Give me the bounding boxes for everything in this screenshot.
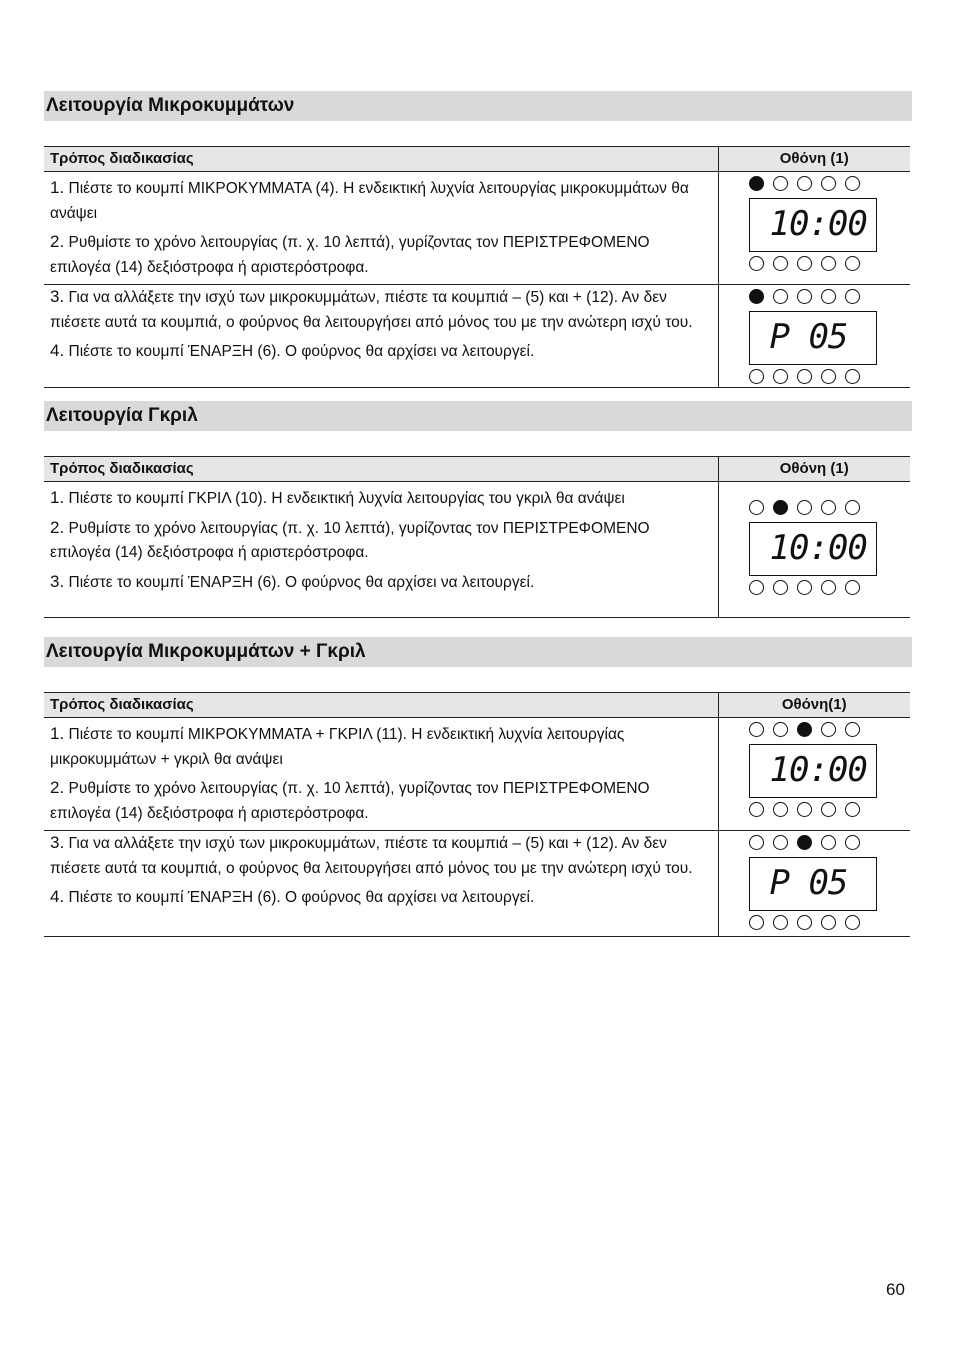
indicator-off-icon <box>749 369 764 384</box>
lcd-display: P 05 <box>749 857 877 911</box>
section-title: Λειτουργία Μικροκυμμάτων + Γκριλ <box>44 637 912 667</box>
section-grill <box>44 401 912 431</box>
table-row <box>44 285 910 388</box>
indicator-off-icon <box>845 802 860 817</box>
step: 2. Ρυθμίστε το χρόνο λειτουργίας (π. χ. 10 λεπτά), γυρίζοντας τον ΠΕΡΙΣΤΡΕΦΟΜΕΝΟ επιλογέα (14) δεξιόστροφα ή αριστερόστροφα. <box>50 517 650 561</box>
indicator-off-icon <box>797 500 812 515</box>
table-row <box>44 172 910 285</box>
indicator-off-icon <box>845 176 860 191</box>
bottom-indicators <box>749 802 917 820</box>
indicator-off-icon <box>749 722 764 737</box>
page-number: 60 <box>886 1280 905 1299</box>
indicator-off-icon <box>773 915 788 930</box>
indicator-off-icon <box>821 256 836 271</box>
indicator-off-icon <box>773 176 788 191</box>
indicator-off-icon <box>797 580 812 595</box>
indicator-off-icon <box>821 915 836 930</box>
section-microwave <box>44 91 912 121</box>
indicator-off-icon <box>749 835 764 850</box>
step: 2. Ρυθμίστε το χρόνο λειτουργίας (π. χ. 10 λεπτά), γυρίζοντας τον ΠΕΡΙΣΤΡΕΦΟΜΕΝΟ επιλογέα (14) δεξιόστροφα ή αριστερόστροφα. <box>50 778 650 822</box>
indicator-off-icon <box>821 369 836 384</box>
table-row <box>44 718 910 831</box>
lcd-display: 10:00 <box>749 522 877 576</box>
step: 3. Για να αλλάξετε την ισχύ των μικροκυμμάτων, πιέστε τα κουμπιά – (5) και + (12). Αν δεν πιέσετε αυτά τα κουμπιά, ο φούρνος θα λειτουργήσει από μόνος του με την ανώτερη ισχύ του. <box>50 287 693 331</box>
indicator-off-icon <box>845 915 860 930</box>
bottom-indicators <box>749 915 917 933</box>
lcd-display: 10:00 <box>749 198 877 252</box>
indicator-off-icon <box>773 722 788 737</box>
step: 1. Πιέστε το κουμπί ΓΚΡΙΛ (10). Η ενδεικτική λυχνία λειτουργίας του γκριλ θα ανάψει <box>50 488 625 507</box>
section-title: Λειτουργία Μικροκυμμάτων <box>44 91 912 121</box>
step: 4. Πιέστε το κουμπί ΈΝΑΡΞΗ (6). Ο φούρνος θα αρχίσει να λειτουργεί. <box>50 887 535 906</box>
indicator-off-icon <box>749 580 764 595</box>
indicator-off-icon <box>821 289 836 304</box>
table-row <box>44 482 910 618</box>
procedure-table-grill <box>44 456 910 618</box>
indicator-off-icon <box>845 256 860 271</box>
top-indicators <box>749 176 917 194</box>
top-indicators <box>749 289 917 307</box>
col-procedure-header: Τρόπος διαδικασίας <box>44 147 718 172</box>
step: 2. Ρυθμίστε το χρόνο λειτουργίας (π. χ. 10 λεπτά), γυρίζοντας τον ΠΕΡΙΣΤΡΕΦΟΜΕΝΟ επιλογέα (14) δεξιόστροφα ή αριστερόστροφα. <box>50 232 650 276</box>
indicator-off-icon <box>845 722 860 737</box>
col-procedure-header: Τρόπος διαδικασίας <box>44 693 718 718</box>
lcd-display: P 05 <box>749 311 877 365</box>
indicator-off-icon <box>773 369 788 384</box>
step: 1. Πιέστε το κουμπί ΜΙΚΡΟΚΥΜΜΑΤΑ + ΓΚΡΙΛ (11). Η ενδεικτική λυχνία λειτουργίας μικροκυμμάτων + γκριλ θα ανάψει <box>50 724 625 768</box>
indicator-off-icon <box>821 802 836 817</box>
display-panel <box>719 289 917 387</box>
display-panel <box>719 835 917 933</box>
display-panel <box>719 500 917 598</box>
bottom-indicators <box>749 580 917 598</box>
lcd-display: 10:00 <box>749 744 877 798</box>
indicator-off-icon <box>797 802 812 817</box>
indicator-off-icon <box>821 722 836 737</box>
section-microwave-grill <box>44 637 912 667</box>
indicator-off-icon <box>797 176 812 191</box>
indicator-off-icon <box>845 289 860 304</box>
step: 3. Πιέστε το κουμπί ΈΝΑΡΞΗ (6). Ο φούρνος θα αρχίσει να λειτουργεί. <box>50 571 535 591</box>
bottom-indicators <box>749 256 917 274</box>
indicator-off-icon <box>749 915 764 930</box>
indicator-off-icon <box>845 500 860 515</box>
indicator-off-icon <box>821 500 836 515</box>
procedure-table-microwave-grill <box>44 692 910 937</box>
table-row <box>44 831 910 937</box>
indicator-lit-icon <box>749 289 764 304</box>
indicator-off-icon <box>797 289 812 304</box>
col-display-header: Οθόνη (1) <box>718 147 910 172</box>
indicator-off-icon <box>821 580 836 595</box>
indicator-off-icon <box>845 580 860 595</box>
indicator-off-icon <box>773 835 788 850</box>
indicator-off-icon <box>797 256 812 271</box>
top-indicators <box>749 722 917 740</box>
indicator-off-icon <box>749 500 764 515</box>
indicator-lit-icon <box>773 500 788 515</box>
procedure-table-microwave <box>44 146 910 388</box>
indicator-lit-icon <box>749 176 764 191</box>
step: 1. Πιέστε το κουμπί ΜΙΚΡΟΚΥΜΜΑΤΑ (4). Η ενδεικτική λυχνία λειτουργίας μικροκυμμάτων θα ανάψει <box>50 178 689 222</box>
display-panel <box>719 722 917 820</box>
col-display-header: Οθόνη (1) <box>718 457 910 482</box>
section-title: Λειτουργία Γκριλ <box>44 401 912 431</box>
indicator-off-icon <box>773 580 788 595</box>
indicator-off-icon <box>821 835 836 850</box>
bottom-indicators <box>749 369 917 387</box>
indicator-off-icon <box>797 915 812 930</box>
display-panel <box>719 176 917 274</box>
indicator-off-icon <box>845 835 860 850</box>
indicator-off-icon <box>749 802 764 817</box>
top-indicators <box>749 835 917 853</box>
indicator-off-icon <box>773 802 788 817</box>
step: 3. Για να αλλάξετε την ισχύ των μικροκυμμάτων, πιέστε τα κουμπιά – (5) και + (12). Αν δεν πιέσετε αυτά τα κουμπιά, ο φούρνος θα λειτουργήσει από μόνος του με την ανώτερη ισχύ του. <box>50 833 693 877</box>
top-indicators <box>749 500 917 518</box>
indicator-lit-icon <box>797 722 812 737</box>
indicator-off-icon <box>845 369 860 384</box>
indicator-off-icon <box>797 369 812 384</box>
indicator-off-icon <box>821 176 836 191</box>
indicator-lit-icon <box>797 835 812 850</box>
indicator-off-icon <box>773 289 788 304</box>
indicator-off-icon <box>749 256 764 271</box>
step: 4. Πιέστε το κουμπί ΈΝΑΡΞΗ (6). Ο φούρνος θα αρχίσει να λειτουργεί. <box>50 341 535 360</box>
indicator-off-icon <box>773 256 788 271</box>
col-procedure-header: Τρόπος διαδικασίας <box>44 457 718 482</box>
col-display-header: Οθόνη(1) <box>718 693 910 718</box>
